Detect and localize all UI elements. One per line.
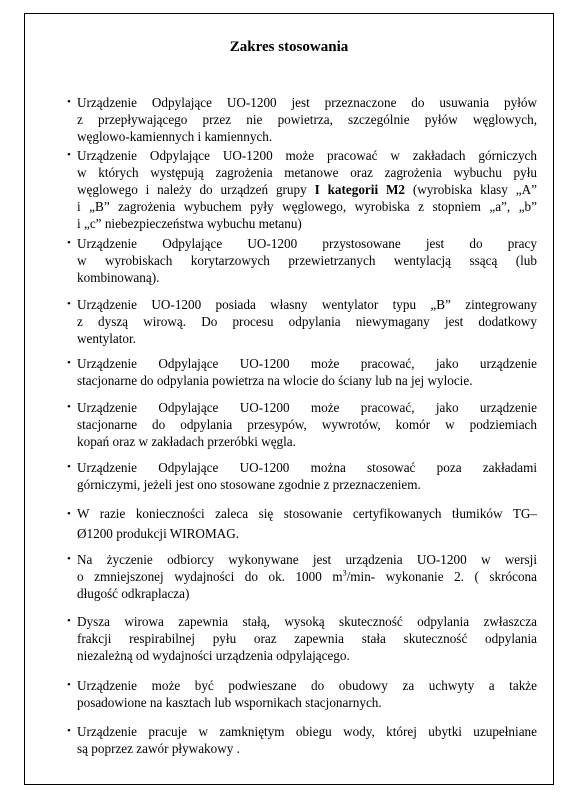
item-line: Urządzenie Odpylające UO-1200 można stosować poza zakładami bbox=[77, 460, 537, 475]
list-item bbox=[67, 147, 537, 232]
bullet-icon: • bbox=[67, 149, 71, 161]
item-line: W razie konieczności zaleca się stosowanie certyfikowanych tłumików TG– bbox=[77, 506, 537, 521]
item-line: i „c” niebezpieczeństwa wybuchu metanu) bbox=[77, 216, 302, 231]
item-line: w których występują zagrożenia metanowe oraz zagrożenia wybuchu pyłu bbox=[77, 165, 537, 180]
item-line: Na życzenie odbiorcy wykonywane jest urządzenia UO-1200 w wersji bbox=[77, 552, 537, 567]
item-line: Urządzenie UO-1200 posiada własny wentylator typu „B” zintegrowany bbox=[77, 297, 537, 312]
item-line bbox=[77, 181, 537, 198]
item-line: z przepływającego przez nie powietrza, szczególnie pyłów węglowych, bbox=[77, 112, 537, 127]
item-line: niezależną od wydajności urządzenia odpylającego. bbox=[77, 648, 350, 663]
bullet-icon: • bbox=[67, 679, 71, 691]
item-line bbox=[77, 568, 537, 585]
bullet-icon: • bbox=[67, 357, 71, 369]
item-line: posadowione na kasztach lub wspornikach stacjonarnych. bbox=[77, 695, 382, 710]
bullet-icon: • bbox=[67, 237, 71, 249]
item-text: /min- wykonanie 2. ( skrócona bbox=[346, 569, 537, 584]
item-line: kopań oraz w zakładach przeróbki węgla. bbox=[77, 434, 296, 449]
item-line: są poprzez zawór pływakowy . bbox=[77, 741, 240, 756]
item-line: Dysza wirowa zapewnia stałą, wysoką skuteczność odpylania zwłaszcza bbox=[77, 614, 537, 629]
superscript: 3 bbox=[342, 568, 347, 578]
item-text: węglowego i należy do urządzeń grupy bbox=[77, 182, 315, 197]
item-line: Urządzenie Odpylające UO-1200 może pracować, jako urządzenie bbox=[77, 356, 537, 371]
category-label: I kategorii M2 bbox=[314, 182, 406, 197]
item-line: węglowo-kamiennych i kamiennych. bbox=[77, 129, 273, 144]
item-line: Urządzenie Odpylające UO-1200 jest przeznaczone do usuwania pyłów bbox=[77, 95, 537, 110]
page-title: Zakres stosowania bbox=[229, 39, 349, 55]
bullet-icon: • bbox=[67, 298, 71, 310]
item-line: frakcji respirabilnej pyłu oraz zapewnia stała skuteczność odpylania bbox=[77, 631, 537, 646]
bullet-icon: • bbox=[67, 96, 71, 108]
item-line: Urządzenie pracuje w zamkniętym obiegu wody, której ubytki uzupełniane bbox=[77, 724, 537, 739]
list-item bbox=[67, 296, 537, 347]
bullet-icon: • bbox=[67, 615, 71, 627]
item-line: Urządzenie może być podwieszane do obudowy za uchwyty a także bbox=[77, 678, 537, 693]
list-item bbox=[67, 459, 537, 493]
list-item bbox=[67, 399, 537, 450]
item-line: wentylator. bbox=[77, 331, 136, 346]
list-item bbox=[67, 235, 537, 286]
item-line: i „B” zagrożenia wybuchem pyły węglowego, wyrobiska z stopniem „a”, „b” bbox=[77, 199, 537, 214]
list-item bbox=[67, 94, 537, 145]
item-line: stacjonarne do odpylania powietrza na wlocie do ściany lub na jej wylocie. bbox=[77, 373, 473, 388]
list-item bbox=[67, 504, 537, 544]
item-line: Urządzenie Odpylające UO-1200 przystosowane jest do pracy bbox=[77, 236, 537, 251]
item-line: górniczymi, jeżeli jest ono stosowane zgodnie z przeznaczeniem. bbox=[77, 477, 421, 492]
item-line: długość odkraplacza) bbox=[77, 586, 190, 601]
bullet-icon: • bbox=[67, 508, 71, 520]
item-line: Urządzenie Odpylające UO-1200 może pracować w zakładach górniczych bbox=[77, 148, 537, 163]
item-line: z dyszą wirową. Do procesu odpylania niewymagany jest dodatkowy bbox=[77, 314, 537, 329]
bullet-icon: • bbox=[67, 553, 71, 565]
list-item bbox=[67, 723, 537, 757]
bullet-icon: • bbox=[67, 401, 71, 413]
bullet-icon: • bbox=[67, 461, 71, 473]
item-text: (wyrobiska klasy „A” bbox=[405, 182, 537, 197]
list-item bbox=[67, 677, 537, 711]
list-item bbox=[67, 355, 537, 389]
item-line: Urządzenie Odpylające UO-1200 może pracować, jako urządzenie bbox=[77, 400, 537, 415]
item-line: w wyrobiskach korytarzowych przewietrzanych wentylacją ssącą (lub bbox=[77, 253, 537, 268]
item-line: stacjonarne do odpylania przesypów, wywrotów, komór w podziemiach bbox=[77, 417, 537, 432]
item-line: Ø1200 produkcji WIROMAG. bbox=[77, 526, 240, 541]
list-item bbox=[67, 613, 537, 664]
item-line: kombinowaną). bbox=[77, 270, 160, 285]
document-page bbox=[24, 13, 554, 785]
bullet-icon: • bbox=[67, 725, 71, 737]
item-text: o zmniejszonej wydajności do ok. 1000 m bbox=[77, 569, 343, 584]
list-item bbox=[67, 551, 537, 602]
